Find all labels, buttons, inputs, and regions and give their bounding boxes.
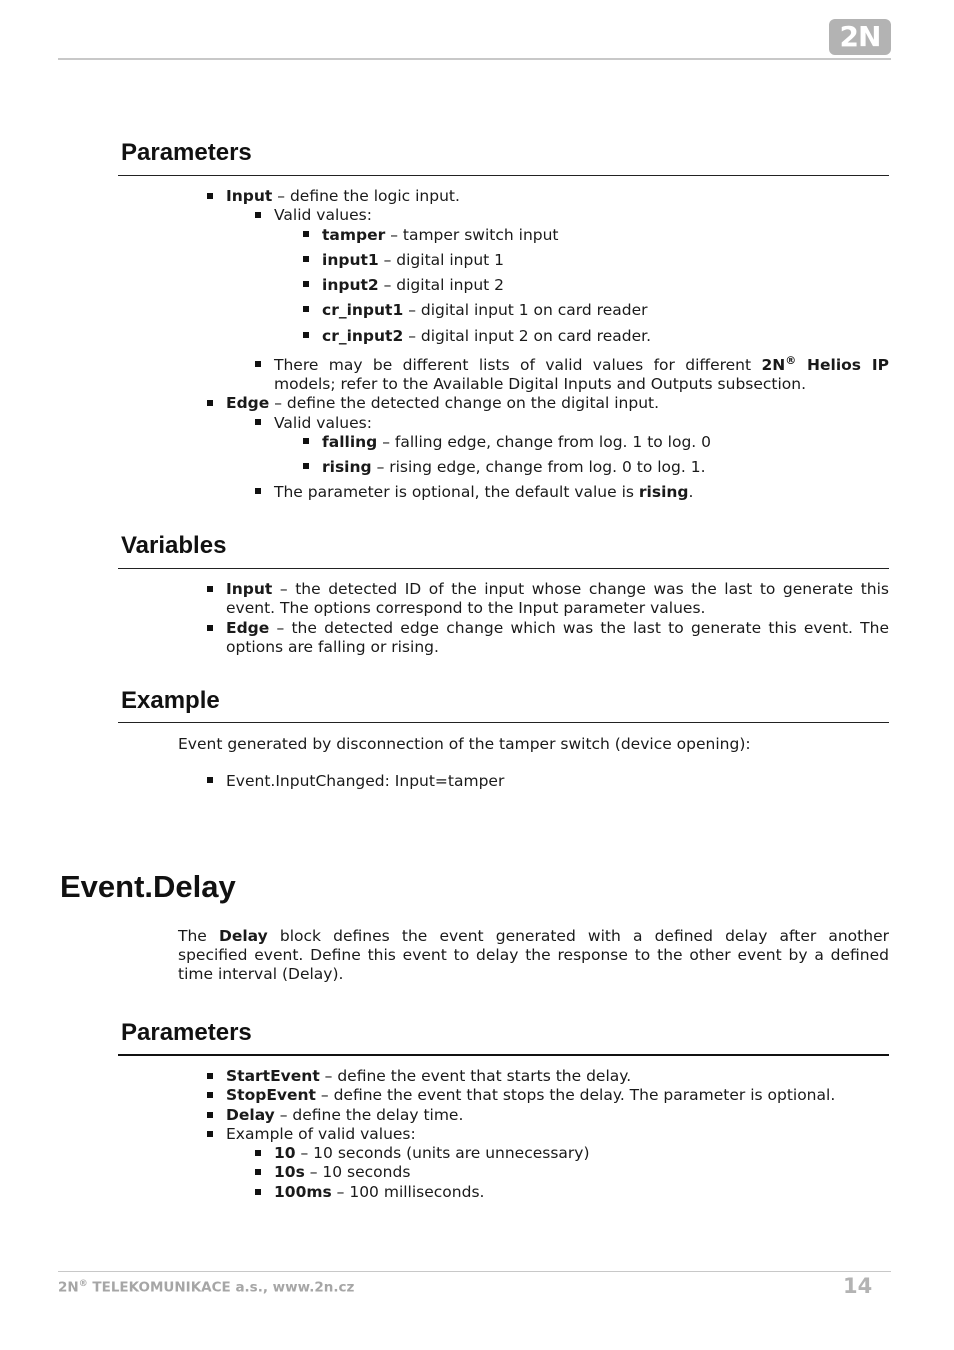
section-rule [118, 722, 889, 723]
list-item: StopEvent – define the event that stops the delay. The parameter is optional. [226, 1086, 836, 1104]
bullet [255, 1189, 261, 1195]
list-item-continuation: options are falling or rising. [226, 638, 439, 656]
list-item: tamper – tamper switch input [322, 226, 559, 244]
list-item: Valid values: [274, 414, 372, 432]
list-item: input1 – digital input 1 [322, 251, 505, 269]
section-title-variables: Variables [121, 532, 227, 559]
list-item-continuation: event. The options correspond to the Input parameter values. [226, 599, 706, 617]
list-item: Input – the detected ID of the input whose change was the last to generate this [226, 580, 889, 598]
bullet [207, 586, 213, 592]
bullet [303, 231, 309, 237]
bullet [303, 281, 309, 287]
list-item: There may be different lists of valid values for different 2N® Helios IP [274, 353, 889, 374]
bullet [255, 212, 261, 218]
list-item: Example of valid values: [226, 1125, 416, 1143]
bullet [303, 463, 309, 469]
list-item: Input – define the logic input. [226, 187, 460, 205]
list-item: falling – falling edge, change from log. 1 to log. 0 [322, 433, 712, 451]
list-item: StartEvent – define the event that starts the delay. [226, 1067, 632, 1085]
paragraph-line: The Delay block defines the event generated with a defined delay after another [178, 927, 889, 945]
example-intro: Event generated by disconnection of the tamper switch (device opening): [178, 735, 751, 753]
page-number: 14 [843, 1274, 873, 1298]
bullet [207, 777, 213, 783]
list-item: 100ms – 100 milliseconds. [274, 1183, 485, 1201]
bullet [207, 400, 213, 406]
bullet [255, 1169, 261, 1175]
paragraph-line: time interval (Delay). [178, 965, 344, 983]
footer-divider [58, 1271, 891, 1272]
section-rule [118, 1054, 889, 1056]
bullet [255, 419, 261, 425]
term: Input [226, 187, 273, 205]
list-item-continuation: models; refer to the Available Digital Inputs and Outputs subsection. [274, 375, 807, 393]
bullet [303, 438, 309, 444]
section-rule [118, 175, 889, 176]
bullet [207, 625, 213, 631]
bullet [207, 193, 213, 199]
section-title-parameters: Parameters [121, 139, 252, 166]
bullet [207, 1092, 213, 1098]
bullet [255, 1150, 261, 1156]
list-item: Delay – define the delay time. [226, 1106, 464, 1124]
footer-company: 2N® TELEKOMUNIKACE a.s., www.2n.cz [58, 1279, 355, 1296]
list-item: cr_input1 – digital input 1 on card reader [322, 301, 648, 319]
list-item: Valid values: [274, 206, 372, 224]
bullet [207, 1073, 213, 1079]
bullet [255, 488, 261, 494]
list-item: rising – rising edge, change from log. 0 to log. 1. [322, 458, 706, 476]
list-item: 10 – 10 seconds (units are unnecessary) [274, 1144, 590, 1162]
list-item: cr_input2 – digital input 2 on card reader. [322, 327, 651, 345]
section-title-parameters: Parameters [121, 1019, 252, 1046]
example-code: Event.InputChanged: Input=tamper [226, 772, 505, 790]
bullet [303, 306, 309, 312]
paragraph-line: specified event. Define this event to delay the response to the other event by a defined [178, 946, 889, 964]
header-divider [58, 58, 891, 60]
list-item: The parameter is optional, the default value is rising. [274, 483, 694, 501]
bullet [303, 256, 309, 262]
section-title-example: Example [121, 687, 220, 714]
list-item: Edge – define the detected change on the digital input. [226, 394, 660, 412]
section-rule [118, 568, 889, 569]
bullet [303, 332, 309, 338]
bullet [207, 1112, 213, 1118]
bullet [255, 361, 261, 367]
list-item: 10s – 10 seconds [274, 1163, 411, 1181]
list-item: input2 – digital input 2 [322, 276, 505, 294]
bullet [207, 1131, 213, 1137]
list-item: Edge – the detected edge change which was the last to generate this event. The [226, 619, 889, 637]
page-heading-event-delay: Event.Delay [60, 869, 236, 904]
brand-logo: 2N [829, 19, 891, 55]
